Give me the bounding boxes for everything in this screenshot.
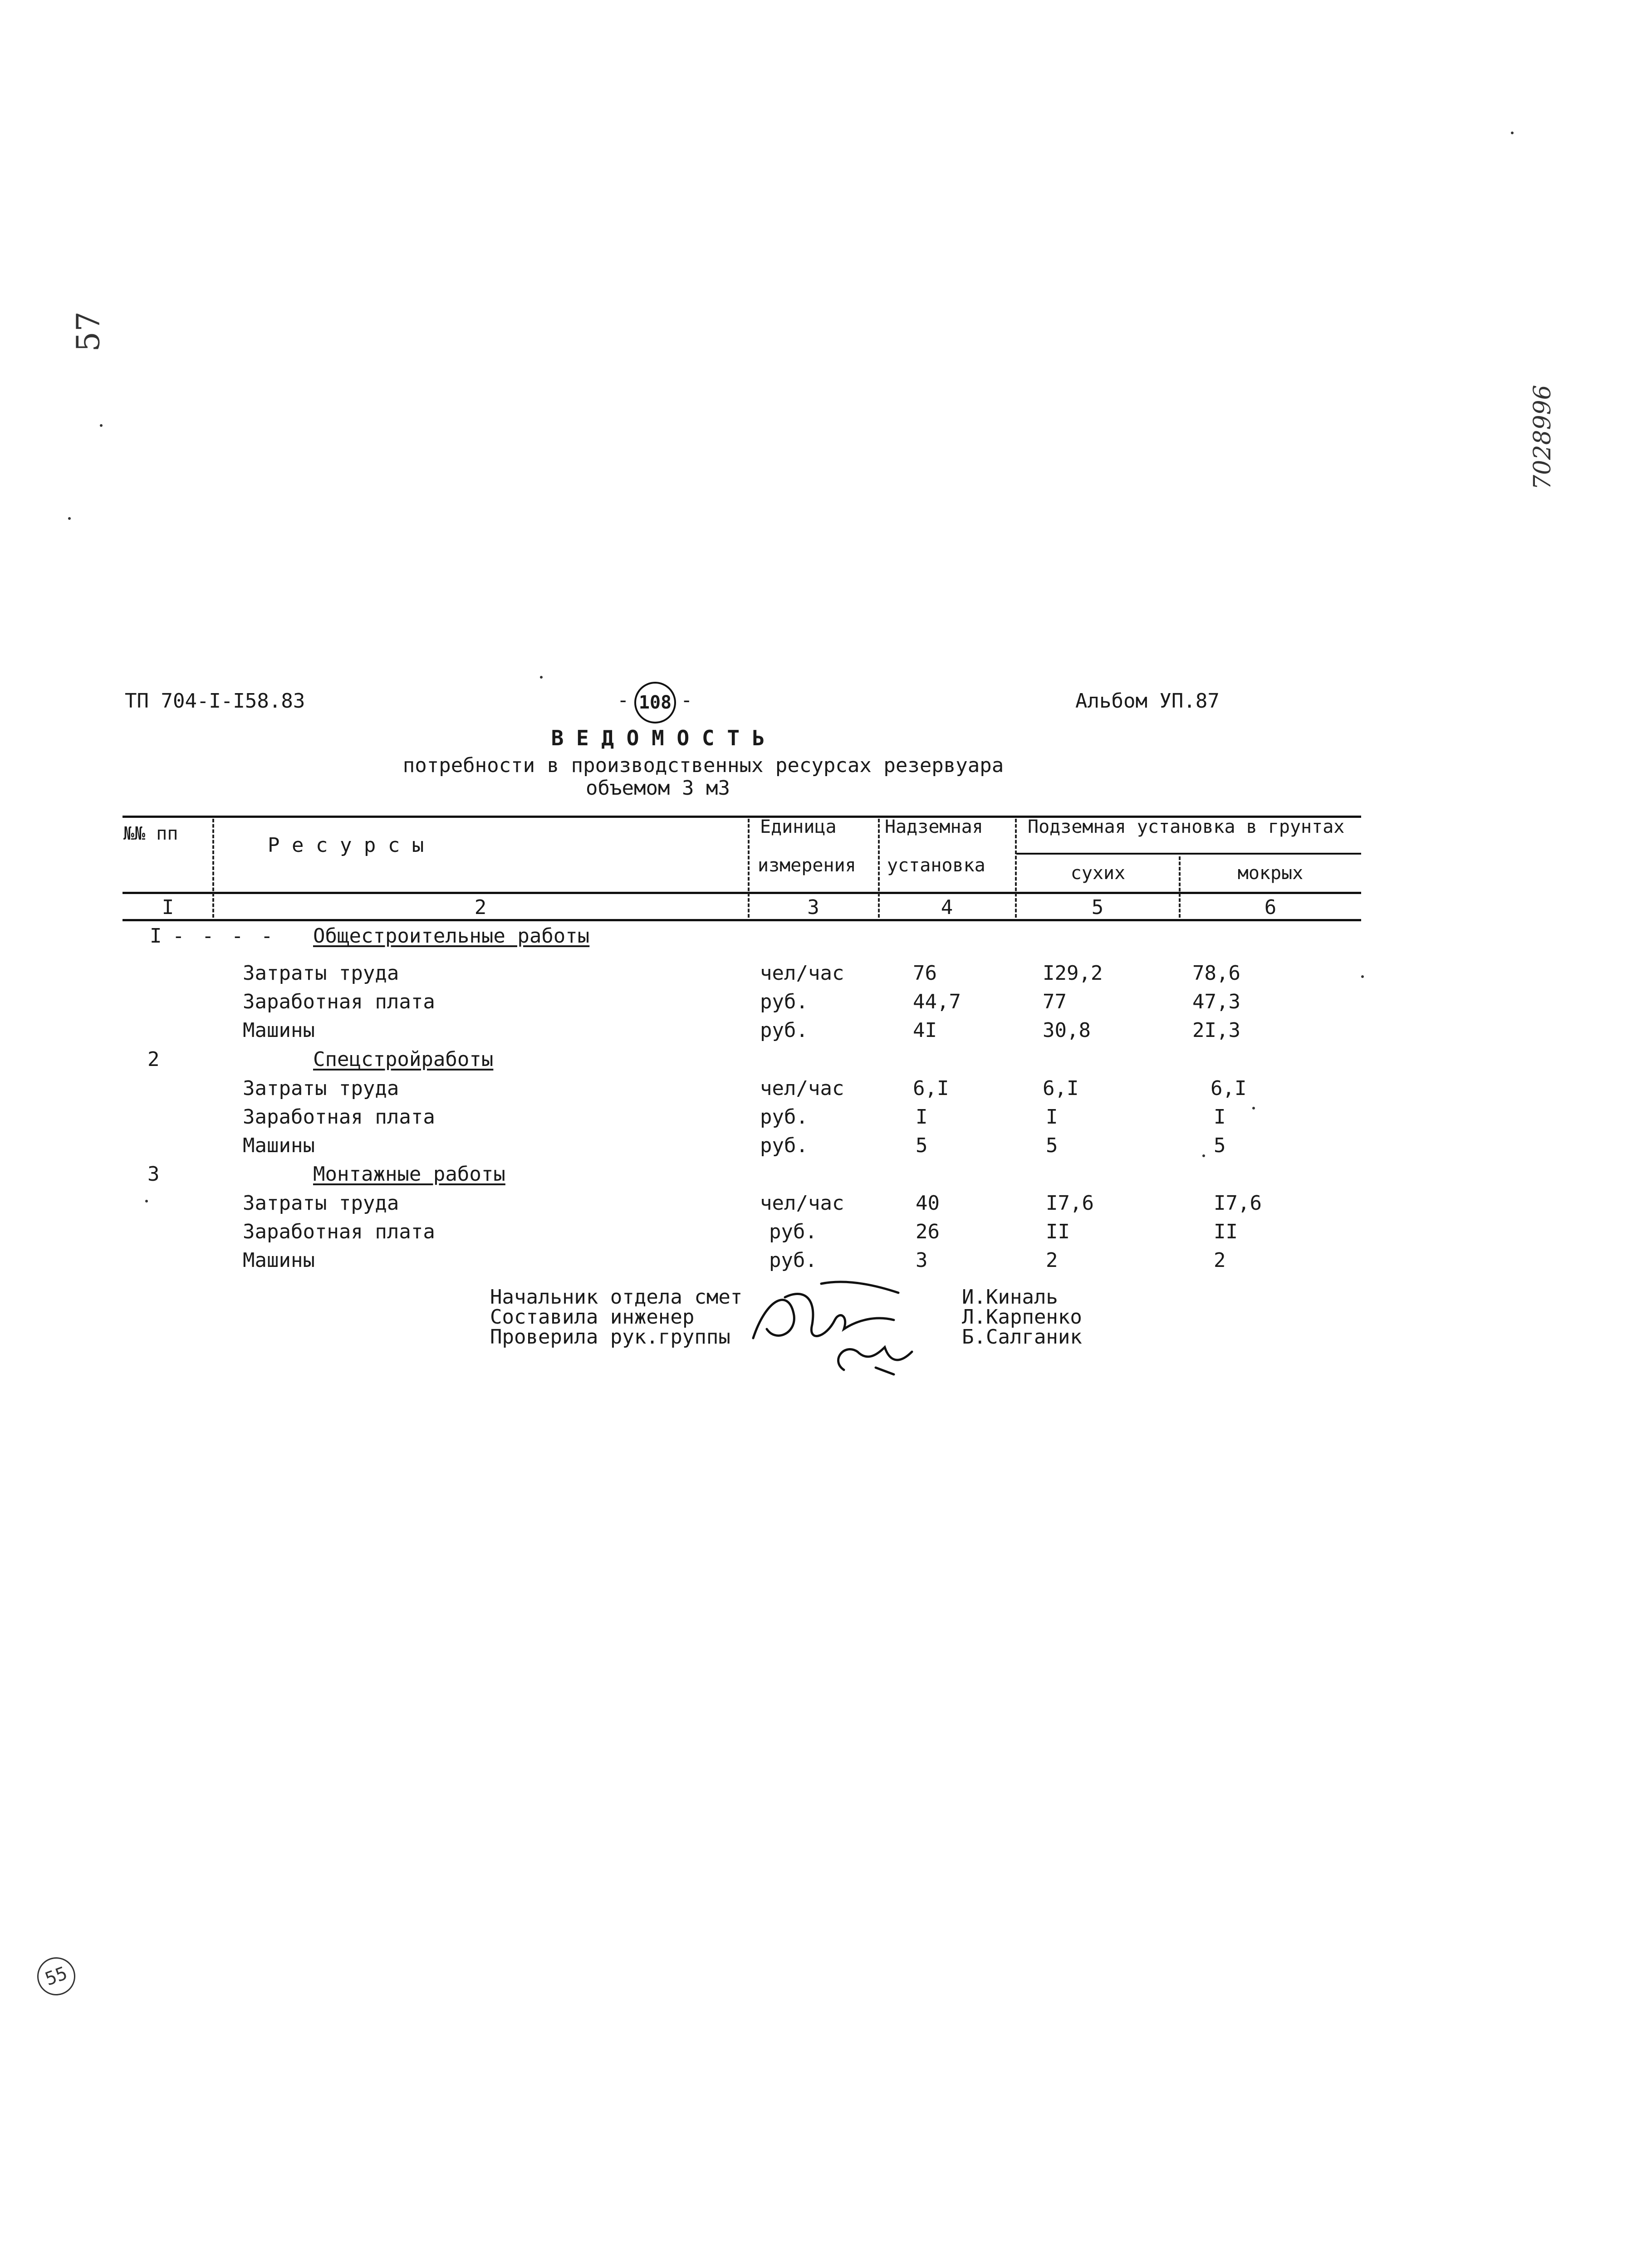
scan-speck bbox=[1252, 1107, 1255, 1110]
document-subtitle-line2: объемом 3 м3 bbox=[586, 777, 730, 800]
column-number: 6 bbox=[1264, 896, 1277, 919]
row-value-wet: I bbox=[1214, 1105, 1226, 1129]
row-name: Машины bbox=[243, 1249, 315, 1272]
header-group-underground: Подземная установка в грунтах bbox=[1028, 816, 1345, 837]
signature-role: Составила инженер bbox=[490, 1305, 695, 1329]
row-name: Затраты труда bbox=[243, 1077, 399, 1100]
row-value-above: 5 bbox=[916, 1134, 928, 1157]
row-value-wet: 6,I bbox=[1211, 1077, 1247, 1100]
row-name: Затраты труда bbox=[243, 1192, 399, 1215]
row-value-dry: 77 bbox=[1043, 990, 1067, 1013]
header-col6: мокрых bbox=[1237, 863, 1304, 884]
column-number: 3 bbox=[807, 896, 819, 919]
section-title: Монтажные работы bbox=[313, 1163, 505, 1186]
header-col3-line1: Единица bbox=[760, 816, 837, 837]
row-value-above: 40 bbox=[916, 1192, 940, 1215]
column-number: I bbox=[162, 896, 174, 919]
row-name: Заработная плата bbox=[243, 1105, 435, 1129]
page-number: 108 bbox=[634, 682, 676, 723]
column-number: 5 bbox=[1091, 896, 1104, 919]
row-value-above: 3 bbox=[916, 1249, 928, 1272]
column-number: 2 bbox=[474, 896, 487, 919]
section-number: I bbox=[150, 924, 162, 948]
signature-role: Начальник отдела смет bbox=[490, 1286, 743, 1309]
row-value-above: I bbox=[916, 1105, 928, 1129]
row-unit: руб. bbox=[769, 1249, 817, 1272]
album-label: Альбом УП.87 bbox=[1075, 689, 1220, 713]
row-name: Заработная плата bbox=[243, 1220, 435, 1243]
row-value-wet: 78,6 bbox=[1192, 962, 1240, 985]
row-value-wet: 47,3 bbox=[1192, 990, 1240, 1013]
header-col5: сухих bbox=[1070, 863, 1126, 884]
page-number-dash-right: - bbox=[681, 689, 693, 712]
row-name: Затраты труда bbox=[243, 962, 399, 985]
row-name: Машины bbox=[243, 1134, 315, 1157]
scan-speck bbox=[100, 424, 103, 427]
row-value-above: 44,7 bbox=[913, 990, 961, 1013]
row-value-above: 26 bbox=[916, 1220, 940, 1243]
signature-name: И.Киналь bbox=[962, 1286, 1058, 1309]
row-name: Заработная плата bbox=[243, 990, 435, 1013]
margin-note-right-vertical: 7028996 bbox=[1529, 385, 1556, 490]
margin-note-bottom-left: 55 bbox=[32, 1952, 81, 2001]
scan-speck bbox=[1202, 1154, 1205, 1157]
row-value-dry: I7,6 bbox=[1046, 1192, 1094, 1215]
section-number: 2 bbox=[147, 1048, 160, 1071]
header-col4-line1: Надземная bbox=[885, 816, 983, 837]
row-value-dry: I29,2 bbox=[1043, 962, 1103, 985]
section-title: Общестроительные работы bbox=[313, 924, 590, 948]
row-value-dry: 5 bbox=[1046, 1134, 1058, 1157]
signature-role: Проверила рук.группы bbox=[490, 1325, 730, 1349]
row-value-dry: 30,8 bbox=[1043, 1019, 1091, 1042]
page-number-dash-left: - bbox=[617, 689, 629, 712]
section-number: 3 bbox=[147, 1163, 160, 1186]
header-col3-line2: измерения bbox=[758, 855, 856, 876]
row-value-above: 4I bbox=[913, 1019, 937, 1042]
row-unit: чел/час bbox=[760, 1077, 844, 1100]
row-value-dry: 6,I bbox=[1043, 1077, 1079, 1100]
header-col2: Р е с у р с ы bbox=[268, 834, 424, 857]
column-number: 4 bbox=[941, 896, 953, 919]
margin-note-top-left: 57 bbox=[69, 311, 107, 352]
row-unit: чел/час bbox=[760, 962, 844, 985]
signature-name: Л.Карпенко bbox=[962, 1305, 1082, 1329]
row-unit: руб. bbox=[760, 1105, 808, 1129]
signature-name: Б.Салганик bbox=[962, 1325, 1082, 1349]
row-value-dry: 2 bbox=[1046, 1249, 1058, 1272]
section-title: Спецстройработы bbox=[313, 1048, 494, 1071]
row-value-above: 76 bbox=[913, 962, 937, 985]
scan-speck bbox=[1511, 132, 1514, 134]
row-value-wet: II bbox=[1214, 1220, 1238, 1243]
document-subtitle-line1: потребности в производственных ресурсах резервуара bbox=[402, 754, 1004, 777]
handwritten-signatures bbox=[740, 1270, 935, 1379]
row-name: Машины bbox=[243, 1019, 315, 1042]
scan-speck bbox=[68, 517, 71, 520]
row-unit: чел/час bbox=[760, 1192, 844, 1215]
row-value-wet: 2I,3 bbox=[1192, 1019, 1240, 1042]
row-unit: руб. bbox=[769, 1220, 817, 1243]
scan-speck bbox=[1361, 975, 1364, 978]
scan-speck bbox=[540, 676, 543, 679]
row-value-wet: 2 bbox=[1214, 1249, 1226, 1272]
header-col4-line2: установка bbox=[887, 855, 985, 876]
row-value-wet: I7,6 bbox=[1214, 1192, 1262, 1215]
section-leader-dashes: - - - - bbox=[172, 924, 276, 948]
row-value-dry: II bbox=[1046, 1220, 1070, 1243]
row-unit: руб. bbox=[760, 990, 808, 1013]
row-unit: руб. bbox=[760, 1134, 808, 1157]
document-title: В Е Д О М О С Т Ь bbox=[551, 726, 765, 750]
row-value-wet: 5 bbox=[1214, 1134, 1226, 1157]
group-header-rule bbox=[1016, 853, 1361, 855]
row-unit: руб. bbox=[760, 1019, 808, 1042]
header-bottom-rule bbox=[123, 892, 1361, 894]
doc-code: ТП 704-I-I58.83 bbox=[125, 689, 305, 713]
row-value-dry: I bbox=[1046, 1105, 1058, 1129]
column-numbers-rule bbox=[123, 919, 1361, 921]
row-value-above: 6,I bbox=[913, 1077, 949, 1100]
scan-speck bbox=[145, 1200, 148, 1202]
header-col1: №№ пп bbox=[123, 823, 178, 844]
